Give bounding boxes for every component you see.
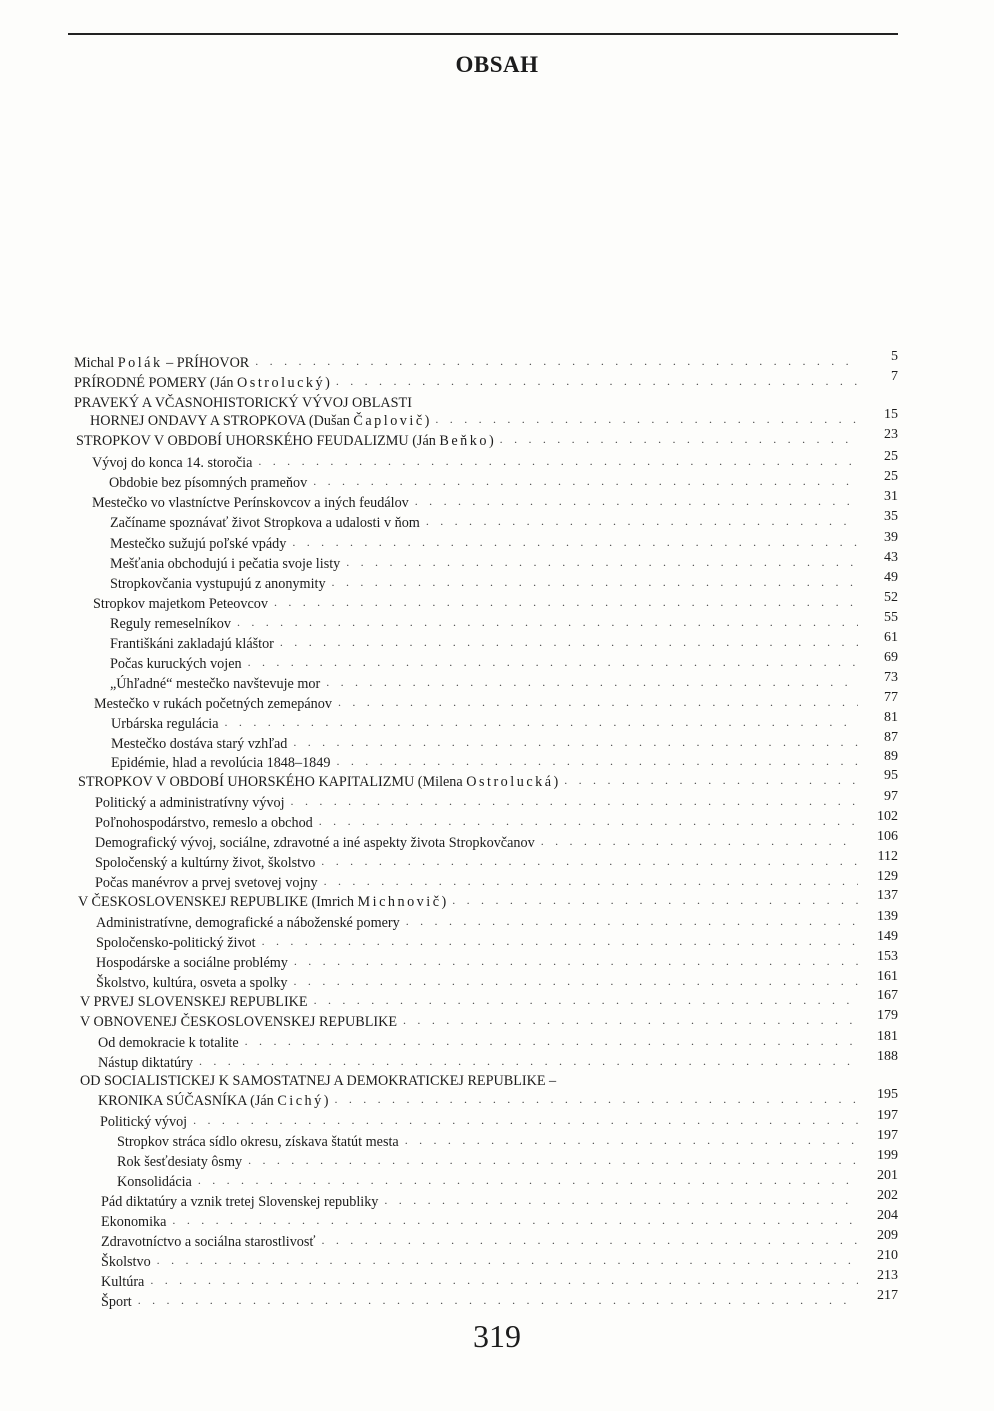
toc-entry: Kultúra . . . 213 — [101, 1270, 862, 1290]
toc-entry: Demografický vývoj, sociálne, zdravotné a iné aspekty života Stropkovčanov . . . 106 — [95, 831, 862, 851]
toc-entry: Konsolidácia . . . 201 — [117, 1170, 862, 1190]
toc-page-number: 52 — [884, 590, 898, 605]
toc-entry: PRÍRODNÉ POMERY (Ján Ostrolucký) . . . 7 — [74, 371, 862, 391]
toc-entry: Začíname spoznávať život Stropkova a udalosti v ňom . . . 35 — [110, 511, 862, 531]
toc-entry: Hospodárske a sociálne problémy . . . 153 — [96, 951, 862, 971]
toc-entry: Počas kuruckých vojen . . . 69 — [110, 652, 862, 672]
toc-entry: Pád diktatúry a vznik tretej Slovenskej republiky . . . 202 — [101, 1190, 862, 1210]
toc-page-number: 137 — [877, 888, 898, 903]
toc-entry: Počas manévrov a prvej svetovej vojny . . . 129 — [95, 871, 862, 891]
toc-entry: Stropkovčania vystupujú z anonymity . . . 49 — [110, 572, 862, 592]
toc-entry: Mestečko sužujú poľské vpády . . . 39 — [110, 532, 862, 552]
toc-page-number: 49 — [884, 570, 898, 585]
toc-page-number: 102 — [877, 809, 898, 824]
toc-page-number: 35 — [884, 509, 898, 524]
toc-entry: Poľnohospodárstvo, remeslo a obchod . . . 102 — [95, 811, 862, 831]
toc-entry: „Úhľadné“ mestečko navštevuje mor . . . 73 — [110, 672, 862, 692]
toc-entry: Rok šesťdesiaty ôsmy . . . 199 — [117, 1150, 862, 1170]
toc-page-number: 217 — [877, 1288, 898, 1303]
toc-page-number: 43 — [884, 550, 898, 565]
toc-entry: KRONIKA SÚČASNÍKA (Ján Cichý) . . . 195 — [98, 1089, 862, 1109]
toc-entry: Mešťania obchodujú i pečatia svoje listy . . . 43 — [110, 552, 862, 572]
toc-entry: Epidémie, hlad a revolúcia 1848–1849 . . . 89 — [111, 751, 862, 771]
toc-entry: Obdobie bez písomných prameňov . . . 25 — [109, 471, 862, 491]
toc-page-number: 201 — [877, 1168, 898, 1183]
page-number: 319 — [473, 1318, 521, 1354]
toc-page-number: 210 — [877, 1248, 898, 1263]
toc-entry: Františkáni zakladajú kláštor . . . 61 — [110, 632, 862, 652]
toc-entry: Vývoj do konca 14. storočia . . . 25 — [92, 451, 862, 471]
toc-page-number: 23 — [884, 427, 898, 442]
toc-page-number: 89 — [884, 749, 898, 764]
toc-entry: OD SOCIALISTICKEJ K SAMOSTATNEJ A DEMOKRATICKEJ REPUBLIKE – — [80, 1073, 557, 1089]
toc-page-number: 161 — [877, 969, 898, 984]
toc-entry: Mestečko vo vlastníctve Perínskovcov a iných feudálov . . . 31 — [92, 491, 862, 511]
toc-entry: Ekonomika . . . 204 — [101, 1210, 862, 1230]
toc-entry: Politický a administratívny vývoj . . . 97 — [95, 791, 862, 811]
toc-page-number: 199 — [877, 1148, 898, 1163]
toc-entry: Šport . . . 217 — [101, 1290, 862, 1310]
toc-entry: Urbárska regulácia . . . 81 — [111, 712, 862, 732]
toc-entry: STROPKOV V OBDOBÍ UHORSKÉHO FEUDALIZMU (Ján Beňko) . . . 23 — [76, 429, 862, 449]
toc-entry: Nástup diktatúry . . . 188 — [98, 1051, 862, 1071]
toc-entry: Administratívne, demografické a náboženské pomery . . . 139 — [96, 911, 862, 931]
toc-page-number: 188 — [877, 1049, 898, 1064]
toc-page-number: 77 — [884, 690, 898, 705]
toc-entry: PRAVEKÝ A VČASNOHISTORICKÝ VÝVOJ OBLASTI — [74, 395, 412, 411]
toc-entry: V ČESKOSLOVENSKEJ REPUBLIKE (Imrich Michnovič) . . . 137 — [78, 890, 862, 910]
toc-page-number: 7 — [891, 369, 898, 384]
toc-entry: Zdravotníctvo a sociálna starostlivosť . . . 209 — [101, 1230, 862, 1250]
toc-page-number: 25 — [884, 449, 898, 464]
toc-entry: Stropkov stráca sídlo okresu, získava štatút mesta . . . 197 — [117, 1130, 862, 1150]
page-title: OBSAH — [455, 52, 539, 77]
toc-page-number: 149 — [877, 929, 898, 944]
toc-page-number: 95 — [884, 768, 898, 783]
top-rule — [68, 33, 898, 35]
toc-page-number: 5 — [891, 349, 898, 364]
toc-entry: Školstvo, kultúra, osveta a spolky . . . 161 — [96, 971, 862, 991]
toc-page-number: 39 — [884, 530, 898, 545]
toc-page-number: 87 — [884, 730, 898, 745]
toc-entry: Spoločenský a kultúrny život, školstvo . . . 112 — [95, 851, 862, 871]
toc-entry: Od demokracie k totalite . . . 181 — [98, 1031, 862, 1051]
toc-page-number: 61 — [884, 630, 898, 645]
toc-page-number: 31 — [884, 489, 898, 504]
toc-page-number: 213 — [877, 1268, 898, 1283]
toc-page-number: 195 — [877, 1087, 898, 1102]
toc-page-number: 97 — [884, 789, 898, 804]
toc-entry: Mestečko v rukách početných zemepánov . . . 77 — [94, 692, 862, 712]
toc-page-number: 139 — [877, 909, 898, 924]
toc-entry: V PRVEJ SLOVENSKEJ REPUBLIKE . . . 167 — [80, 990, 862, 1010]
toc-page-number: 129 — [877, 869, 898, 884]
toc-entry: Michal Polák – PRÍHOVOR . . . 5 — [74, 351, 862, 371]
toc-entry: STROPKOV V OBDOBÍ UHORSKÉHO KAPITALIZMU (Milena Ostrolucká) . . . 95 — [78, 770, 862, 790]
toc-page-number: 167 — [877, 988, 898, 1003]
toc-entry: HORNEJ ONDAVY A STROPKOVA (Dušan Čaplovič) . . . 15 — [90, 409, 862, 429]
toc-page-number: 55 — [884, 610, 898, 625]
toc-page-number: 15 — [884, 407, 898, 422]
toc-entry: Stropkov majetkom Peteovcov . . . 52 — [93, 592, 862, 612]
toc-page-number: 197 — [877, 1128, 898, 1143]
toc-page-number: 179 — [877, 1008, 898, 1023]
toc-page-number: 73 — [884, 670, 898, 685]
toc-page-number: 209 — [877, 1228, 898, 1243]
toc-entry: V OBNOVENEJ ČESKOSLOVENSKEJ REPUBLIKE . . . 179 — [80, 1010, 862, 1030]
toc-page-number: 81 — [884, 710, 898, 725]
toc-page-number: 106 — [877, 829, 898, 844]
toc-page-number: 202 — [877, 1188, 898, 1203]
toc-entry: Reguly remeselníkov . . . 55 — [110, 612, 862, 632]
toc-page-number: 25 — [884, 469, 898, 484]
toc-page-number: 181 — [877, 1029, 898, 1044]
toc-page-number: 153 — [877, 949, 898, 964]
toc-entry: Politický vývoj . . . 197 — [100, 1110, 862, 1130]
toc-page-number: 112 — [877, 849, 898, 864]
toc-entry: Mestečko dostáva starý vzhľad . . . 87 — [111, 732, 862, 752]
toc-page-number: 204 — [877, 1208, 898, 1223]
toc-page-number: 69 — [884, 650, 898, 665]
toc-entry: Spoločensko-politický život . . . 149 — [96, 931, 862, 951]
toc-entry: Školstvo . . . 210 — [101, 1250, 862, 1270]
toc-page-number: 197 — [877, 1108, 898, 1123]
